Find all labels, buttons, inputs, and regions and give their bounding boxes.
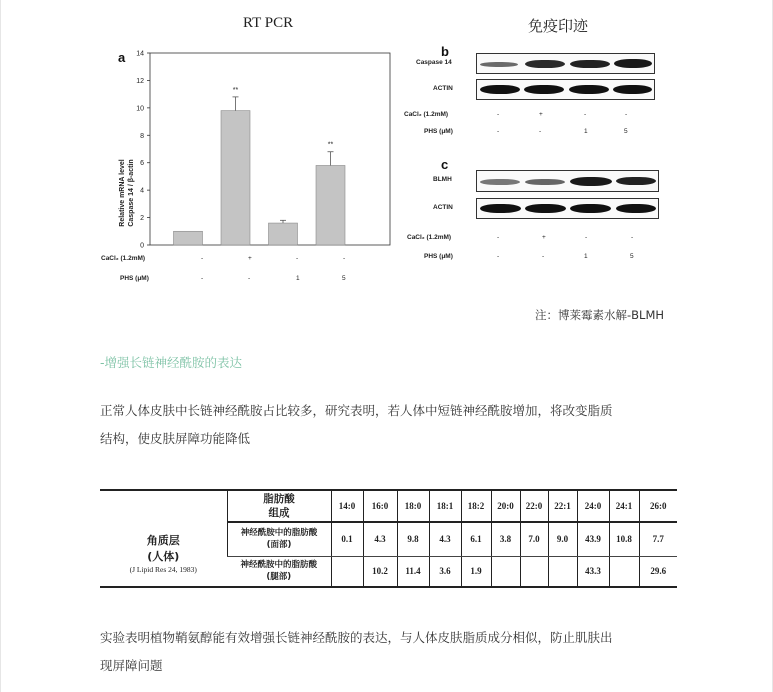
table-row-rule: [227, 556, 677, 557]
table-cell: 3.6: [429, 556, 461, 586]
panel-c-cacl2-val-3: -: [585, 234, 588, 241]
table-cell: [520, 556, 548, 586]
panel-a-cacl2-val-4: -: [343, 255, 346, 262]
panel-b-phs-val-1: -: [497, 128, 500, 135]
header-label-line1: 脂肪酸: [263, 493, 295, 505]
blot-band: [480, 179, 520, 185]
significance-label: **: [232, 86, 239, 94]
paragraph-2: [100, 624, 700, 680]
y-tick-label: 10: [136, 105, 144, 113]
col-header: 16:0: [363, 490, 397, 522]
row-group-ref: (J Lipid Res 24, 1983): [129, 565, 197, 574]
table-bottom-rule: [100, 586, 677, 588]
col-header: 18:2: [461, 490, 491, 522]
row-group-cell: [100, 522, 227, 586]
panel-c-cacl2-val-2: +: [542, 234, 546, 241]
panel-c-letter: c: [441, 157, 449, 172]
panel-b-phs-val-4: 5: [624, 128, 628, 135]
panel-b-cacl2-val-4: -: [625, 111, 628, 118]
blot-band: [480, 85, 520, 94]
y-tick-label: 4: [140, 187, 144, 195]
y-tick-label: 14: [136, 50, 144, 58]
panel-b-cacl2-label: CaCl₂ (1.2mM): [404, 111, 449, 118]
table-cell: 9.8: [397, 522, 429, 556]
table-cell: 29.6: [639, 556, 677, 586]
blot-band: [570, 177, 612, 186]
row-face-label: [227, 522, 331, 556]
table-cell: 3.8: [491, 522, 520, 556]
panel-c-phs-val-1: -: [497, 253, 500, 260]
col-header: 18:0: [397, 490, 429, 522]
table-cell: 10.2: [363, 556, 397, 586]
table-cell: 10.8: [609, 522, 639, 556]
panel-b-phs-val-2: -: [539, 128, 542, 135]
table-cell: [609, 556, 639, 586]
bar: [174, 231, 203, 245]
table-cell: 4.3: [363, 522, 397, 556]
blot-band: [614, 59, 652, 68]
table-cell: 6.1: [461, 522, 491, 556]
paragraph-1: [100, 397, 700, 453]
blot-band: [525, 179, 565, 185]
panel-c-cacl2-label: CaCl₂ (1.2mM): [407, 234, 452, 241]
table-cell: 7.0: [520, 522, 548, 556]
section-heading: -增强长链神经酰胺的表达: [100, 355, 243, 370]
panel-b-phs-label: PHS (μM): [424, 128, 453, 135]
panel-a-cacl2-val-1: -: [201, 255, 204, 262]
table-cell: [331, 556, 363, 586]
panel-a-cacl2-val-3: -: [296, 255, 299, 262]
y-tick-label: 2: [140, 215, 144, 223]
panel-b-phs-val-3: 1: [584, 128, 588, 135]
row-leg-label: [227, 556, 331, 586]
panel-a-cacl2-label: CaCl₂ (1.2mM): [101, 255, 146, 262]
y-tick-label: 12: [136, 77, 144, 85]
blot-band: [524, 85, 564, 94]
row-group-subtitle: (人体): [147, 550, 180, 563]
actin-blot-c: [476, 198, 659, 219]
panel-b-caspase-label: Caspase 14: [416, 59, 452, 66]
row-face-label-line1: 神经酰胺中的脂肪酸: [240, 528, 318, 538]
plot-frame: [150, 53, 390, 245]
header-fatty-acid-label: [227, 490, 331, 522]
table-cell: 0.1: [331, 522, 363, 556]
rtpcr-bar-chart: [110, 45, 400, 300]
row-face-label-line2: (面部): [266, 540, 292, 550]
row-leg-label-line1: 神经酰胺中的脂肪酸: [240, 560, 317, 570]
panel-c-phs-val-4: 5: [630, 253, 634, 260]
col-header: 26:0: [639, 490, 677, 522]
western-blot-title: 免疫印迹: [528, 17, 589, 35]
table-corner: [100, 490, 227, 522]
col-header: 24:0: [577, 490, 609, 522]
panel-c-cacl2-val-4: -: [631, 234, 634, 241]
blot-band: [616, 177, 656, 185]
paragraph-1-line-2: 结构，使皮肤屏障功能降低: [100, 431, 251, 446]
table-cell: 4.3: [429, 522, 461, 556]
panel-c-actin-label: ACTIN: [433, 204, 453, 211]
panel-a-phs-val-4: 5: [342, 275, 346, 282]
figure-note: 注：博莱霉素水解-BLMH: [535, 308, 665, 322]
table-cell: 7.7: [639, 522, 677, 556]
row-group-title: 角质层: [146, 534, 180, 547]
table-cell: 43.3: [577, 556, 609, 586]
panel-b-cacl2-val-1: -: [497, 111, 500, 118]
y-tick-label: 6: [140, 160, 144, 168]
row-leg-label-line2: (腿部): [266, 572, 292, 582]
header-label-line2: 组成: [268, 507, 290, 519]
panel-c-blmh-label: BLMH: [433, 176, 452, 183]
panel-a-letter: a: [118, 50, 126, 65]
caspase14-blot: [476, 53, 655, 74]
table-cell: [548, 556, 577, 586]
paragraph-2-line-1: 实验表明植物鞘氨醇能有效增强长链神经酰胺的表达，与人体皮肤脂质成分相似，防止肌肤出: [100, 630, 613, 645]
significance-label: **: [327, 141, 334, 149]
bar: [269, 223, 298, 245]
table-cell: 1.9: [461, 556, 491, 586]
paragraph-2-line-2: 现屏障问题: [100, 658, 163, 673]
panel-c-phs-label: PHS (μM): [424, 253, 453, 260]
bar: [316, 165, 345, 245]
table-cell: 9.0: [548, 522, 577, 556]
panel-a-phs-val-1: -: [201, 275, 204, 282]
y-tick-label: 8: [140, 132, 144, 140]
blot-band: [570, 204, 611, 213]
fatty-acid-table: [100, 490, 677, 586]
panel-b-cacl2-val-3: -: [584, 111, 587, 118]
table-header-rule: [227, 521, 677, 523]
panel-a-phs-label: PHS (μM): [120, 275, 149, 282]
blot-band: [480, 62, 518, 67]
blot-band: [616, 204, 656, 213]
col-header: 22:0: [520, 490, 548, 522]
panel-b-letter: b: [441, 44, 449, 59]
table-cell: 43.9: [577, 522, 609, 556]
panel-c-phs-val-2: -: [542, 253, 545, 260]
blot-band: [613, 85, 652, 94]
blot-band: [480, 204, 521, 213]
table-row-face: [100, 522, 677, 556]
panel-b-actin-label: ACTIN: [433, 85, 453, 92]
panel-c-cacl2-val-1: -: [497, 234, 500, 241]
table-cell: [491, 556, 520, 586]
table-cell: 11.4: [397, 556, 429, 586]
col-header: 20:0: [491, 490, 520, 522]
panel-a-phs-val-2: -: [248, 275, 251, 282]
y-tick-label: 0: [140, 242, 144, 250]
col-header: 22:1: [548, 490, 577, 522]
panel-b-cacl2-val-2: +: [539, 111, 543, 118]
y-axis-label-line2: Caspase 14 / β-actin: [128, 159, 135, 227]
col-header: 14:0: [331, 490, 363, 522]
bar: [221, 111, 250, 245]
paragraph-1-line-1: 正常人体皮肤中长链神经酰胺占比较多，研究表明，若人体中短链神经酰胺增加，将改变脂质: [100, 403, 613, 418]
blot-band: [525, 204, 566, 213]
blmh-blot: [476, 170, 659, 192]
table-header-row: [100, 490, 677, 522]
panel-a-cacl2-val-2: +: [248, 255, 252, 262]
panel-c-phs-val-3: 1: [584, 253, 588, 260]
blot-band: [525, 60, 565, 68]
panel-a-phs-val-3: 1: [296, 275, 300, 282]
blot-band: [569, 85, 609, 94]
col-header: 24:1: [609, 490, 639, 522]
blot-band: [570, 60, 610, 68]
y-axis-label-line1: Relative mRNA level: [119, 159, 126, 227]
rt-pcr-title: RT PCR: [243, 15, 294, 31]
col-header: 18:1: [429, 490, 461, 522]
actin-blot-b: [476, 79, 655, 100]
